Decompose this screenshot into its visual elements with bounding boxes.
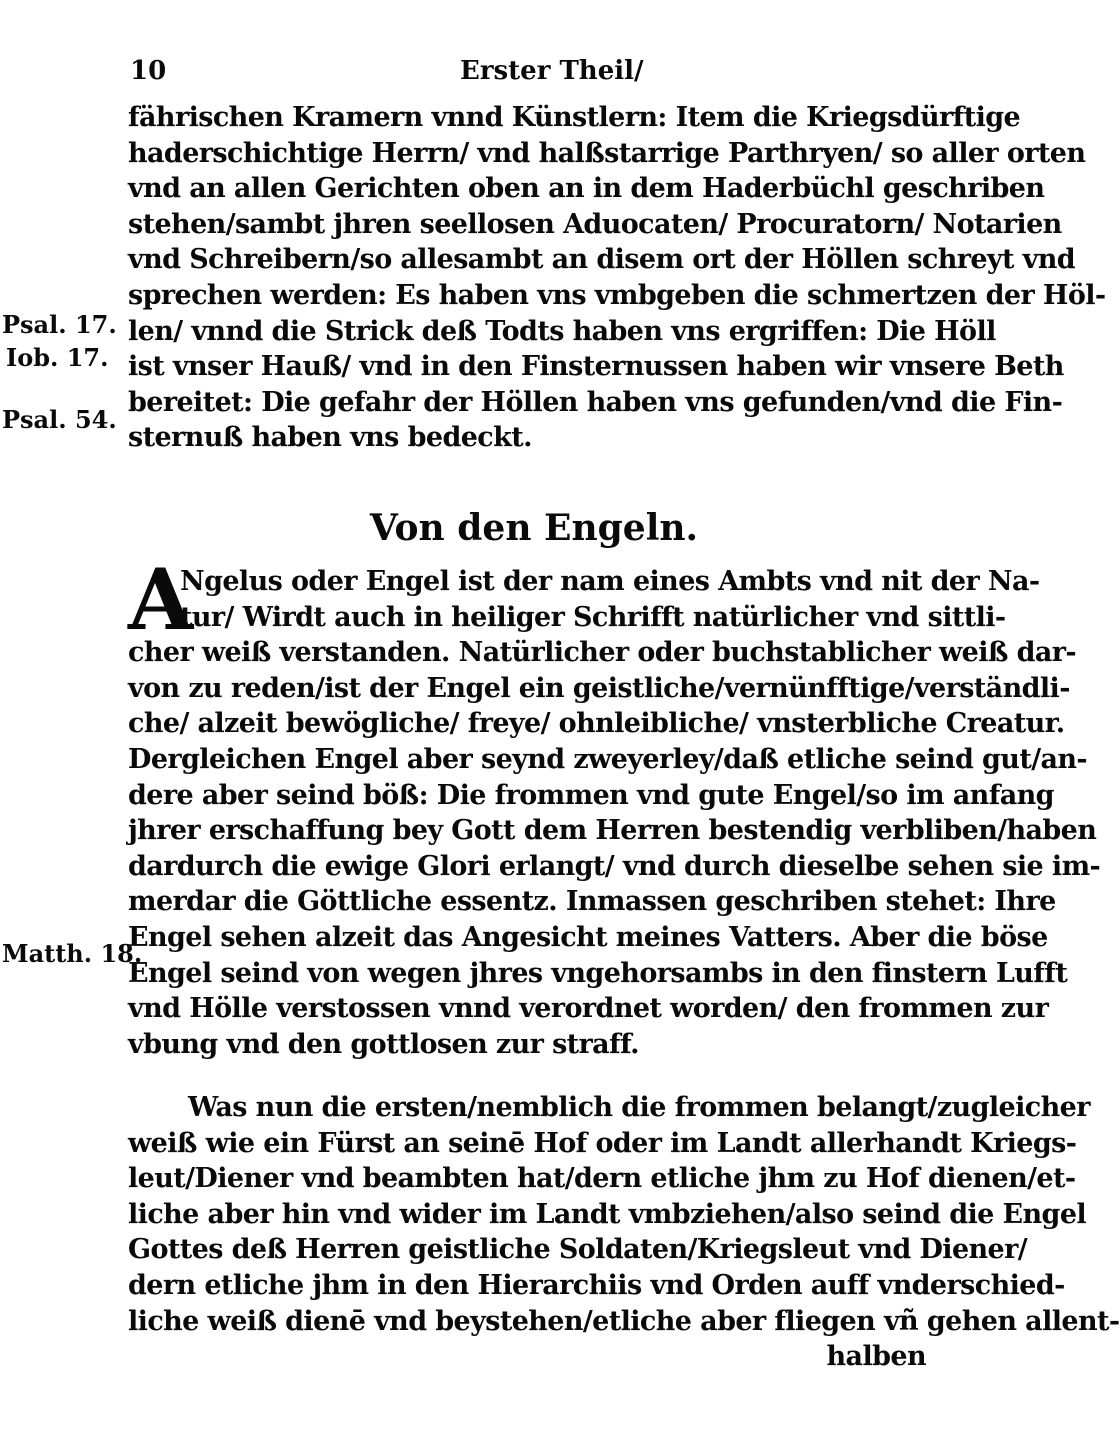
text-line: liche weiß dienē vnd beystehen/etliche aber fliegen vñ gehen allent- bbox=[128, 1305, 1119, 1337]
text-line: tur/ Wirdt auch in heiliger Schrifft natürlicher vnd sittli- bbox=[180, 601, 1006, 633]
text-line: che/ alzeit bewögliche/ freye/ ohnleibliche/ vnsterbliche Creatur. bbox=[128, 708, 1065, 740]
text-line: Engel sehen alzeit das Angesicht meines Vatters. Aber die böse bbox=[128, 921, 1048, 953]
text-line: sprechen werden: Es haben vns vmbgeben die schmertzen der Höl- bbox=[128, 279, 1106, 311]
text-line: dere aber seind böß: Die frommen vnd gute Engel/so im anfang bbox=[128, 779, 1054, 811]
section-heading: Von den Engeln. bbox=[369, 507, 699, 549]
running-title: Erster Theil/ bbox=[460, 56, 644, 86]
catchword: halben bbox=[826, 1341, 926, 1373]
text-line: weiß wie ein Fürst an seinē Hof oder im Landt allerhandt Kriegs- bbox=[128, 1127, 1077, 1159]
text-line: Was nun die ersten/nemblich die frommen belangt/zugleicher bbox=[188, 1092, 1090, 1123]
paragraph-intro bbox=[128, 100, 1106, 456]
text-line: cher weiß verstanden. Natürlicher oder buchstablicher weiß dar- bbox=[128, 637, 1077, 669]
text-line: Gottes deß Herren geistliche Soldaten/Kriegsleut vnd Diener/ bbox=[128, 1234, 1028, 1266]
text-line: stehen/sambt jhren seellosen Aduocaten/ Procuratorn/ Notarien bbox=[128, 208, 1062, 240]
margin-note: Psal. 54. bbox=[2, 405, 117, 434]
text-line: vnd Schreibern/so allesambt an disem ort der Höllen schreyt vnd bbox=[128, 244, 1076, 276]
text-line: jhrer erschaffung bey Gott dem Herren bestendig verbliben/haben bbox=[128, 815, 1097, 847]
margin-note: Matth. 18. bbox=[2, 939, 143, 968]
margin-note: Iob. 17. bbox=[6, 343, 109, 372]
text-line: dern etliche jhm in den Hierarchiis vnd Orden auff vnderschied- bbox=[128, 1269, 1065, 1301]
text-line: leut/Diener vnd beambten hat/dern etliche jhm zu Hof dienen/et- bbox=[128, 1163, 1076, 1195]
text-line: liche aber hin vnd wider im Landt vmbziehen/also seind die Engel bbox=[128, 1198, 1087, 1230]
text-line: von zu reden/ist der Engel ein geistliche/vernünfftige/verständli- bbox=[128, 672, 1070, 704]
text-line: Engel seind von wegen jhres vngehorsambs in den finstern Lufft bbox=[128, 957, 1068, 989]
text-line: sternuß haben vns bedeckt. bbox=[128, 422, 532, 454]
text-line: len/ vnnd die Strick deß Todts haben vns ergriffen: Die Höll bbox=[128, 315, 996, 347]
text-line: bereitet: Die gefahr der Höllen haben vns gefunden/vnd die Fin- bbox=[128, 386, 1063, 418]
text-line: Ngelus oder Engel ist der nam eines Ambts vnd nit der Na- bbox=[180, 566, 1040, 597]
page-header bbox=[130, 52, 940, 92]
text-line: haderschichtige Herrn/ vnd halßstarrige Parthryen/ so aller orten bbox=[128, 137, 1086, 169]
text-line: dardurch die ewige Glori erlangt/ vnd durch dieselbe sehen sie im- bbox=[128, 850, 1101, 882]
text-line: vnd an allen Gerichten oben an in dem Haderbüchl geschriben bbox=[128, 173, 1045, 205]
text-line: merdar die Göttliche essentz. Inmassen geschriben stehet: Ihre bbox=[128, 886, 1056, 918]
text-line: vnd Hölle verstossen vnnd verordnet worden/ den frommen zur bbox=[128, 993, 1049, 1025]
page-number: 10 bbox=[130, 56, 167, 86]
text-line: fährischen Kramern vnnd Künstlern: Item die Kriegsdürftige bbox=[128, 102, 1021, 133]
drop-cap: A bbox=[128, 550, 194, 649]
paragraph-good-angels bbox=[128, 1090, 1119, 1375]
text-line: vbung vnd den gottlosen zur straff. bbox=[128, 1028, 639, 1060]
text-line: ist vnser Hauß/ vnd in den Finsternussen haben wir vnsere Beth bbox=[128, 351, 1064, 383]
paragraph-angels bbox=[128, 564, 1101, 1062]
margin-note: Psal. 17. bbox=[2, 310, 117, 339]
text-line: Dergleichen Engel aber seynd zweyerley/daß etliche seind gut/an- bbox=[128, 743, 1087, 775]
